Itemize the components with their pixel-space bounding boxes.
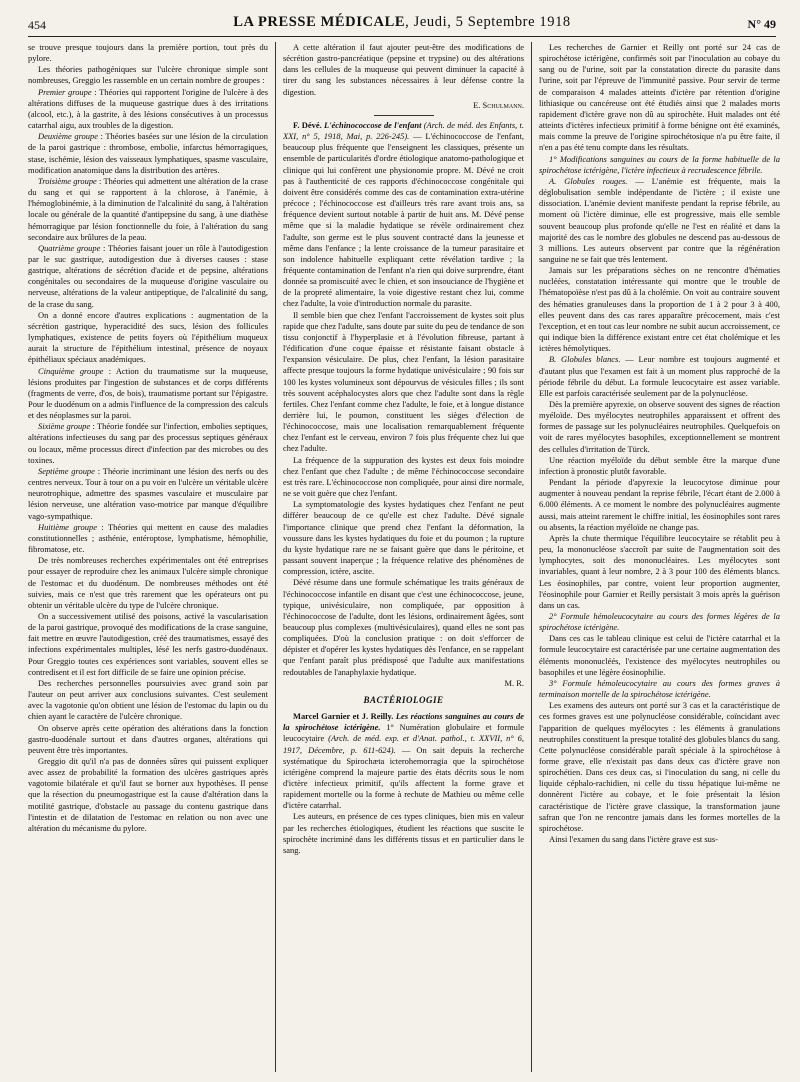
column-2 [283, 42, 524, 1072]
paragraph: Greggio dit qu'il n'a pas de données sûres qui puissent expliquer avec assez de probabilité la formation des ulcères gastriques après vagotomie bilatérale et qu'il faut se borner aux hypothèses. Il pense que la résection du pneumogastrique est la cause d'altération dans la motilité gastrique, d'obstacle au passage du contenu gastrique dans l'intestin et de dilatation de l'estomac en relation ou non avec une altération du mécanisme du pylore. [28, 756, 268, 833]
section-heading: BACTÉRIOLOGIE [363, 694, 444, 705]
paragraph: A cette altération il faut ajouter peut-être des modifications de sécrétion gastro-pancréatique (pepsine et trypsine) ou des altérations dans les cellules de la muqueuse qui peuvent diminuer la capacité à tirer du sang les substances nécessaires à leur défense contre la digestion. [283, 42, 524, 97]
theory-group-7: Septième groupe : Théorie incriminant une lésion des nerfs ou des centres nerveux. Tour à tour on a pu voir en l'ulcère un véritable ulcère neurotrophique, admettre des spasmes vasculaire et musculaire par lésion nerveuse, une altération vaso-motrice par manque d'équilibre vago-sympathique. [28, 465, 268, 521]
theory-group-1: Premier groupe : Théories qui rapportent l'origine de l'ulcère à des altérations diffuses de la muqueuse gastrique dues à des irritations (alcool, etc.), à la gastrite, à des lésions consécutives à un processus catarrhal aigu, aux troubles de la digestion. [28, 86, 268, 131]
paragraph: Il semble bien que chez l'enfant l'accroissement de kystes soit plus rapide que chez l'adulte, sans doute par suite du peu de tendance de son tissu conjonctif à l'hyperplasie et à l'évolution fibreuse, partant à l'édification d'une coque épaisse et résistante faisant obstacle à l'expansion vésiculaire. De plus, chez l'enfant, la lésion parasitaire affecte presque toujours la forme hydatique univésiculaire ; 90 fois sur 100 les kystes volumineux sont dépourvus de vésicules filles ; ils sont très souvent acéphalocystes alors que chez l'adulte sont dans la règle fertiles. Chez l'enfant comme chez l'adulte, le foie, et à longue distance derrière lui, le poumon, constituent les sièges d'élection de l'échinococcose, mais une localisation remarquablement fréquente chez l'enfant est le cerveau, environ 7 fois plus fréquente chez lui que chez l'adulte. [283, 309, 524, 454]
journal-name: LA PRESSE MÉDICALE [233, 14, 406, 30]
divider [374, 115, 434, 116]
paragraph: Les théories pathogéniques sur l'ulcère chronique simple sont nombreuses, Greggio les rassemble en un certain nombre de groupes : [28, 64, 268, 86]
theory-group-6: Sixième groupe : Théorie fondée sur l'infection, embolies septiques, altérations infectieuses du sang par des processus septiques généraux ou locaux, même processus direct d'infection par des microbes ou des toxines. [28, 421, 268, 465]
issue-number: N° 49 [747, 17, 776, 31]
paragraph: Une réaction myéloïde du début semble être la marque d'une infection à pronostic plutôt favorable. [539, 454, 780, 476]
paragraph: Après la chute thermique l'équilibre leucocytaire se rétablit peu à peu, la mononucléose s'accroît par suite de l'augmentation soit des lymphocytes, soit des mononucléaires. Les myélocytes sont invariables, quant à leur nombre, 2 à 3 pour 100 des éléments blancs. Les éosinophiles, par contre, voient leur proportion augmenter, l'éosinophile pour Garnier et Reilly persistait 3 mois après la guérison dans un cas. [539, 532, 780, 610]
paragraph-white-cells: B. Globules blancs. — Leur nombre est toujours augmenté et d'autant plus que l'examen est fait à un moment plus rapproché de la période fébrile du début. La formule leucocytaire est assez variable. Elle est parfois caractérisée seulement par de la polynucléose. [539, 354, 780, 398]
column-rule-2 [531, 42, 532, 1072]
page-header [28, 14, 776, 37]
paragraph: Dans ces cas le tableau clinique est celui de l'ictère catarrhal et la formule leucocytaire est caractérisée par une certaine augmentation des éléments mononucléés, l'existence des myélocytes neutrophiles ou basophiles et une légère éosinophilie. [539, 633, 780, 677]
subheading: 2° Formule hémoleucocytaire au cours des formes légères de la spirochétose ictérigène. [539, 610, 780, 633]
paragraph-red-cells: A. Globules rouges. — L'anémie est fréquente, mais la déglobulisation semble indépendante de l'ictère ; il existe une dissociation. L'anémie devient manifeste pendant la reprise fébrile, au moment où l'ictère diminue, elle est progressive, mais elle semble souvent beaucoup plus profonde qu'elle ne l'est en réalité et dans la majorité des cas le nombre des globules ne descend pas au-dessous de 3 millions. Les auteurs observent par contre que la régénération sanguine ne se fait que très lentement. [539, 175, 780, 264]
column-1 [28, 42, 268, 1072]
page-number: 454 [28, 18, 46, 32]
theory-group-3: Troisième groupe : Théories qui admettent une altération de la crase du sang et qui se rapportent à la chlorose, à l'anémie, à l'hémoglobinémie, à la diminution de l'alcalinité du sang, à l'altération locale ou générale de la quantité d'antipepsine du sang, à une diathèse hémorragique par lésion fonctionnelle du foie, à l'altération du sang secondaire aux brûlures de la peau. [28, 175, 268, 242]
paragraph: On observe après cette opération des altérations dans la fonction gastro-duodénale surtout et dans d'autres organes, altérations qui peuvent être très importantes. [28, 722, 268, 755]
paragraph: La symptomatologie des kystes hydatiques chez l'enfant ne peut différer beaucoup de ce qu'elle est chez l'adulte. Dévé signale l'importance clinique que prend chez l'enfant la déformation, la voussure dans les kystes hydatiques du foie et du poumon ; la rupture du kyste hydatique rare ne se faisant guère que dans le péritoine, et passant souvent inaperçue ; la fréquence relative des phénomènes de compression, ictère, ascite. [283, 499, 524, 577]
theory-group-4: Quatrième groupe : Théories faisant jouer un rôle à l'autodigestion par le suc gastrique, autodigestion due à diverses causes : stase gastrique, altérations de sécrétion d'acide et de pepsine, altérations congénitales ou secondaires de la muqueuse d'origine vasculaire ou nerveuse, altérations de la valeur antipeptique, de l'alcalinité du sang, de la crase du sang. [28, 242, 268, 309]
paragraph: Ainsi l'examen du sang dans l'ictère grave est sus- [549, 834, 718, 845]
subheading: 1° Modifications sanguines au cours de la forme habituelle de la spirochétose ictérigène, l'ictère infectieux à recrudescence fébrile. [539, 153, 780, 175]
column-rule-1 [275, 42, 276, 1072]
paragraph: Les examens des auteurs ont porté sur 3 cas et la caractéristique de ces formes graves est une polynucléose considérable, coïncidant avec l'apparition de quelques myélocytes : les éléments à granulations neutrophiles constituent la presque totalité des globules blancs du sang. Cette polynucléose considérable paraît spéciale à la spirochétose à forme grave, elle n'existait pas dans deux cas d'ictère grave non spirochétien. Dans ces deux cas, si l'inoculation du sang, ni celle du liquide céphalo-rachidien, ni celle du tissu hépatique lui-même ne donnèrent l'ictère au cobaye, et le foie présentait la lésion caractéristique de l'ictère grave classique, la transformation jaune safran que l'on ne rencontre jamais dans les formes mortelles de la spirochétose. [539, 700, 780, 833]
paragraph: Dévé résume dans une formule schématique les traits généraux de l'échinococcose infantile en disant que c'est une échinococcose, jeune, typique, univésiculaire, non compliquée, par opposition à l'échinococcose de l'adulte, dont les lésions, ordinairement âgées, sont beaucoup plus complexes (multivésiculaires), quand elles ne sont pas compliquées. D'où la conclusion pratique : on doit s'efforcer de dépister et d'opérer les kystes hydatiques dès l'enfance, en se rappelant que l'enfant paraît plus prédisposé que l'adulte aux manifestations redoutables de l'anaphylaxie hydatique. [283, 577, 524, 677]
theory-group-5: Cinquième groupe : Action du traumatisme sur la muqueuse, lésions produites par l'ingestion de substances et de corps différents (fragments de verre, d'os, de bois), traumatisme portant sur l'épigastre. Pour le duodénum on a admis l'influence de la compression des calculs et des néoplasmes sur la paroi. [28, 365, 268, 421]
article-deve: F. Dévé. L'échinococcose de l'enfant (Arch. de méd. des Enfants, t. XXI, n° 5, 1918, Mai, p. 226-245). — L'échinococcose de l'enfant, beaucoup plus fréquente que l'enseignent les classiques, présente un ensemble de particularités d'ordre étiologique anatomo-pathologique et clinique qui lui confèrent une physionomie propre. M. Dévé ne croit pas à l'authenticité de ces rapports d'échinococcose congénitale qui doivent être considérés comme des cas de contamination extra-utérine précoce ; l'échinococcose est d'ailleurs très rare avant trois ans, sa fréquence devient surtout notable à partir de huit ans. M. Dévé pense même que si la maladie hydatique se révèle ordinairement chez l'adulte, son germe est le plus souvent contracté dans la jeunesse et même dans l'enfance ; la lente croissance de la tumeur parasitaire et son indolence habituelle expliquant cette révélation tardive ; la fréquente contamination de l'enfant n'a rien qui doive surprendre, étant donnée sa promiscuité avec le chien, et son insouciance de l'hygiène et de la propreté alimentaire, la voie digestive restant chez lui, comme chez l'adulte, la voie d'introduction normale du parasite. [283, 119, 524, 309]
article-garnier-reilly: Marcel Garnier et J. Reilly. Les réactions sanguines au cours de la spirochétose ictérigène. 1° Numération globulaire et formule leucocytaire (Arch. de méd. exp. et d'Anat. pathol., t. XXVII, n° 6, 1917, Décembre, p. 611-624). — On sait depuis la recherche systématique du Spirochæta icterohemorragia que la spirochétose ictérigène comprend la majeure partie des états décrits sous le nom d'ictère infectieux primitif, qu'ils affectent la forme grave et rapidement mortelle ou la forme à rechute de Mathieu ou même celle d'ictère catarrhal. [283, 711, 524, 811]
paragraph: Jamais sur les préparations sèches on ne rencontre d'hématies nucléées, constatation intéressante qui montre que le trouble de l'hématopoïèse n'est pas dû à la cholémie. On voit au contraire souvent des hématies granuleuses dans la proportion de 1 à 2 pour 3 à 400, elles peuvent dans des cas rares apparaître précocement, mais c'est l'exception, et en tout cas leur nombre ne subit aucun accroissement, ce qui indique bien la différence existant entre cet état cholémique et les ictères hémolytiques. [539, 265, 780, 354]
paragraph: se trouve presque toujours dans la première portion, tout près du pylore. [28, 42, 268, 64]
signature: M. R. [504, 677, 524, 688]
paragraph: La fréquence de la suppuration des kystes est deux fois moindre chez l'enfant que chez l'adulte ; de même l'échinococcose secondaire est très rare. L'échinococcose non compliquée, pour ainsi dire normale, ne se voit guère que chez l'enfant. [283, 454, 524, 499]
paragraph: De très nombreuses recherches expérimentales ont été entreprises pour essayer de reproduire chez les animaux l'ulcère simple chronique de l'estomac et du duodénum. De nombreuses méthodes ont été suivies, mais ce n'est que très rarement que les opérateurs ont pu obtenir un véritable ulcère du type de l'ulcère chronique. [28, 555, 268, 610]
signature: E. Schulmann. [473, 99, 524, 110]
theory-group-2: Deuxième groupe : Théories basées sur une lésion de la circulation de la paroi gastrique : thrombose, embolie, infarctus hémorragiques, stase, ischémie, lésion des vaisseaux lymphatiques, spasme vasculaire, modification anatomique dans la distribution des artères. [28, 131, 268, 175]
paragraph: Pendant la période d'apyrexie la leucocytose diminue pour augmenter à nouveau pendant la reprise fébrile, l'écart étant de 2.000 à 6.000 éléments. A ce moment le nombre des polynucléaires augmente aussi, mais atteint rarement le chiffre initial, les éosinophiles sont rares ou absents, la réaction myéloïde ne change pas. [539, 477, 780, 532]
issue-date: , Jeudi, 5 Septembre 1918 [405, 14, 571, 30]
paragraph: Les auteurs, en présence de ces types cliniques, bien mis en valeur par les recherches étiologiques, étudient les réactions que suscite le spirochète incriminé dans les différents tissus et en particulier dans le sang. [283, 811, 524, 855]
column-3 [539, 42, 780, 1072]
paragraph: Des recherches personnelles poursuivies avec grand soin par l'auteur on peut arriver aux conclusions suivantes. C'est seulement avec la vagotonie qu'on obtient une lésion de l'estomac du lapin ou du chien ayant le caractère de l'ulcère chronique. [28, 677, 268, 722]
paragraph: Dès la première apyrexie, on observe souvent des signes de réaction myéloïde. Des myélocytes neutrophiles apparaissent et offrent des formes de passage sur les polynucléaires neutrophiles. Quelquefois on voit de rares myélocytes basophiles, exceptionnellement se montrent des cellules d'irritation de Türck. [539, 399, 780, 454]
journal-title [28, 14, 776, 31]
subheading: 3° Formule hémoleucocytaire au cours des formes graves à terminaison mortelle de la spirochétose ictérigène. [539, 677, 780, 700]
paragraph: On a successivement utilisé des poisons, activé la vascularisation de la paroi gastrique, provoqué des modifications de la crase sanguine, fait mettre en œuvre l'autodigestion, créé des traumatismes, essayé des infections expérimentales multiples, lésé les nerfs gastro-duodénaux. Pour Greggio toutes ces expériences sont variables, souvent elles se contredisent et il est fort difficile de se faire une opinion précise. [28, 610, 268, 677]
theory-group-8: Huitième groupe : Théories qui mettent en cause des maladies constitutionnelles ; asthénie, entéroptose, lymphatisme, hémophilie, fibromatose, etc. [28, 521, 268, 555]
paragraph: On a donné encore d'autres explications : augmentation de la sécrétion gastrique, hyperacidité des sucs, lésion des follicules lymphatiques, existence de petits foyers où l'épithélium muqueux aurait la structure de l'épithélium intestinal, présence de noyaux épithéliaux spéciaux anadémiques. [28, 309, 268, 365]
paragraph: Les recherches de Garnier et Reilly ont porté sur 24 cas de spirochétose ictérigène, confirmés soit par l'inoculation au cobaye du sang ou de l'urine, soit par la constatation directe du parasite dans l'urine, soit par l'épreuve de l'immunité passive. Pour servir de terme de comparaison 4 malades atteints d'ictère par rétention d'origine lithiasique ou cancéreuse ont été étudiés ainsi que 2 malades morts rapidement d'ictère grave non dû au spirochète. Huit malades ont été atteints d'ictères infectieux primitif à forme bénigne ont été examinés, mais comme la preuve de l'origine spirochétosique n'a pu être faite, il n'en a pas été tenu compte dans les résultats. [539, 42, 780, 153]
